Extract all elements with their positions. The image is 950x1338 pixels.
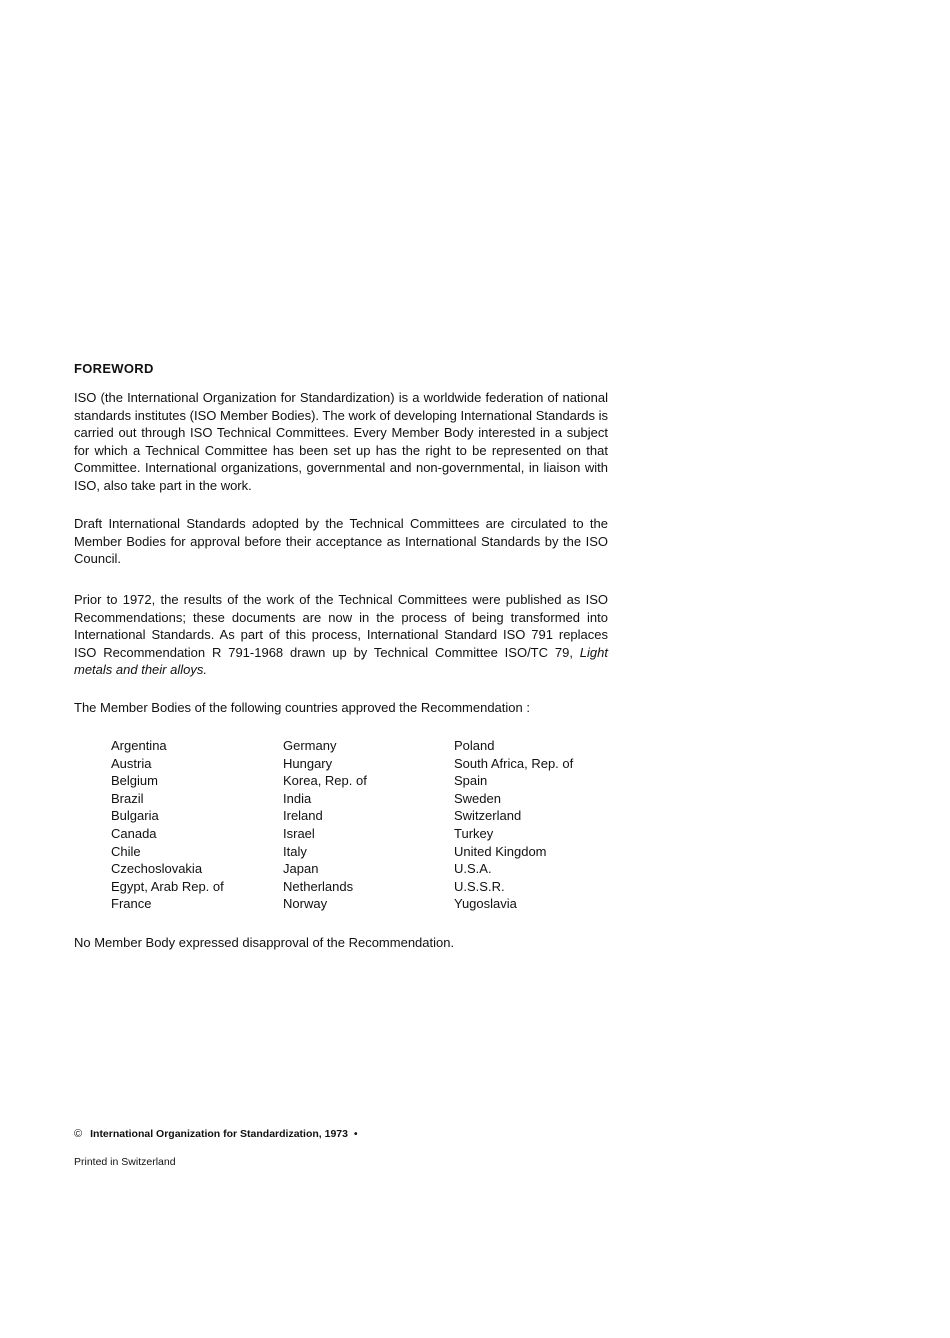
foreword-heading: FOREWORD [74,361,154,376]
country-item: Canada [111,825,157,841]
country-item: Norway [283,896,328,912]
country-item: Korea, Rep. of [283,773,367,789]
country-item: Bulgaria [111,808,159,824]
bullet-mark: • [353,1129,358,1140]
country-item: U.S.A. [454,861,492,877]
country-item: Chile [111,843,141,859]
country-item: United Kingdom [454,843,547,859]
country-item: Switzerland [454,808,522,824]
country-item: Hungary [283,755,333,771]
country-item: Germany [283,738,337,753]
committee-title: Light metals and their alloys. [74,644,608,678]
country-item: Sweden [454,790,501,806]
country-item: Czechoslovakia [111,861,203,877]
country-item: Belgium [111,773,158,789]
country-item: Ireland [283,808,323,824]
country-column-3 [454,737,614,913]
copyright-symbol: © [74,1128,83,1140]
country-item: Turkey [454,825,494,841]
country-item: India [283,790,312,806]
copyright-text: International Organization for Standardization, 1973 [90,1128,348,1140]
foreword-paragraph-3 [74,591,608,679]
country-item: Yugoslavia [454,896,517,912]
country-item: Israel [283,825,315,841]
country-item: Japan [283,861,319,877]
country-item: Austria [111,755,152,771]
country-item: France [111,896,152,912]
country-list [111,737,614,913]
foreword-paragraph-1: ISO (the International Organization for Standardization) is a worldwide federation of national standards institutes (ISO Member Bodies). The work of developing International Standards is carried out through ISO Technical Committees. Every Member Body interested in a subject for which a Technical Committee has been set up has the right to be represented on that Committee. International organizations, governmental and non-governmental, in liaison with ISO, also take part in the work. [74,390,608,493]
country-item: Egypt, Arab Rep. of [111,878,224,894]
country-item: Spain [454,773,488,789]
approval-statement: The Member Bodies of the following countries approved the Recommendation : [74,700,530,715]
country-column-2 [283,737,454,913]
printed-in-line: Printed in Switzerland [74,1156,176,1168]
country-item: Brazil [111,790,144,806]
country-item: Argentina [111,738,167,753]
foreword-paragraph-2: Draft International Standards adopted by the Technical Committees are circulated to the Member Bodies for approval before their acceptance as International Standards by the ISO Council. [74,516,608,567]
country-item: Poland [454,738,495,753]
country-item: U.S.S.R. [454,878,505,894]
country-item: South Africa, Rep. of [454,755,574,771]
country-column-1 [111,737,283,913]
copyright-line [74,1128,358,1140]
paragraph-3-text: Prior to 1972, the results of the work of the Technical Committees were published as ISO Recommendations; these documents are now in the process of being transformed into International Standards. As part of this process, International Standard ISO 791 replaces ISO Recommendation R 791-1968 drawn up by Technical Committee ISO/TC 79, [74,592,608,660]
country-item: Italy [283,843,307,859]
disapproval-statement: No Member Body expressed disapproval of the Recommendation. [74,935,455,950]
country-item: Netherlands [283,878,354,894]
